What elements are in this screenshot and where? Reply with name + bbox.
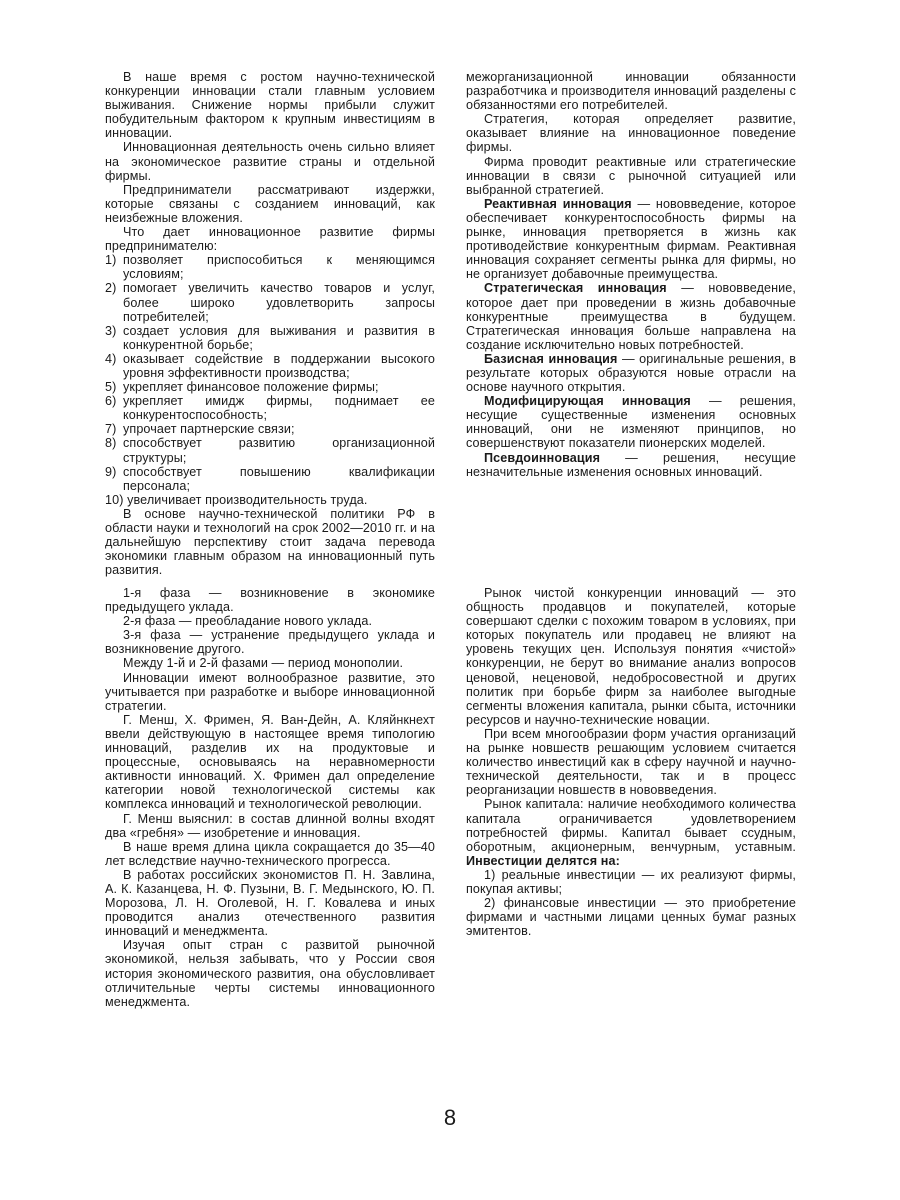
column-top-right	[466, 70, 796, 479]
term: Стратегическая инновация	[484, 281, 667, 296]
list-number: 2)	[105, 281, 117, 296]
bold-phrase: Инвестиции делятся на:	[466, 853, 620, 868]
list-item: 10) увеличивает производительность труда.	[105, 492, 368, 507]
list-text: способствует повышению квалификации персонала;	[123, 464, 435, 493]
paragraph: В наше время с ростом научно-технической конкуренции инновации стали главным условием выживания. Снижение нормы прибыли служит побудительным фактором к крупным инвестициям в инновации.	[105, 70, 435, 141]
list-item	[105, 380, 435, 394]
page-number: 8	[443, 1105, 457, 1130]
paragraph: В основе научно-технической политики РФ в области науки и технологий на срок 2002—2010 гг. и на дальнейшую перспективу стоит задача перевода экономики главным образом на инновационный путь развития.	[105, 506, 435, 578]
column-bottom-left	[105, 586, 435, 1009]
definition-modifying	[466, 394, 796, 450]
list-number: 9)	[105, 464, 117, 479]
list-number: 6)	[105, 394, 117, 409]
list-item	[105, 394, 435, 422]
term: Псевдоинновация	[484, 450, 601, 465]
paragraph: Инновационная деятельность очень сильно влияет на экономическое развитие страны и отдельной фирмы.	[105, 140, 435, 183]
paragraph: В наше время длина цикла сокращается до 35—40 лет вследствие научно-технического прогресса.	[105, 839, 435, 868]
paragraph-text: Рынок капитала: наличие необходимого количества капитала ограничивается удовлетворением потребностей фирмы. Капитал бывает ссудным, оборотным, акционерным, венчурным, уставным.	[466, 797, 796, 854]
definition-pseudo	[466, 451, 796, 479]
benefits-list	[105, 253, 435, 507]
paragraph: 2-я фаза — преобладание нового уклада.	[123, 614, 373, 629]
list-text: укрепляет финансовое положение фирмы;	[123, 380, 379, 395]
paragraph: Г. Менш, Х. Фримен, Я. Ван-Дейн, А. Кляйнкнехт ввели действующую в настоящее время типологию инноваций, разделив их на продуктовые и процессные, основываясь на неравномерности активности инноваций. Х. Фримен дал определение категории новой технологической системы как комплекса инноваций и технологической революции.	[105, 712, 435, 812]
list-text: позволяет приспособиться к меняющимся условиям;	[123, 253, 435, 282]
list-text: способствует развитию организационной структуры;	[123, 436, 435, 465]
paragraph: Предприниматели рассматривают издержки, которые связаны с созданием инноваций, как неизбежные вложения.	[105, 182, 435, 225]
definition-text: — нововведение, которое обеспечивает конкурентоспособность фирмы на рынке, инновация претворяется в жизнь как противодействие конкурентным фирмам. Реактивная инновация сохраняет сегменты рынка для фирмы, но не организует добавочные преимущества.	[466, 196, 796, 282]
paragraph: Стратегия, которая определяет развитие, оказывает влияние на инновационное поведение фирмы.	[466, 112, 796, 155]
definition-text: — нововведение, которое дает при проведении в жизнь добавочные конкурентные преимущества в будущем. Стратегическая инновация больше направлена на создание исключительно новых потребностей.	[466, 281, 797, 352]
list-number: 8)	[105, 436, 117, 451]
paragraph	[466, 797, 796, 867]
definition-text: — решения, несущие незначительные изменения основных инноваций.	[466, 450, 796, 479]
list-number: 5)	[105, 380, 117, 395]
list-text: упрочает партнерские связи;	[123, 422, 295, 437]
term: Модифицирующая инновация	[484, 394, 691, 409]
paragraph: При всем многообразии форм участия организаций на рынке новшеств решающим условием считается количество инвестиций как в сферу научной и научно-технической деятельности, так и в процесс реорганизации новшеств в нововведения.	[466, 726, 796, 798]
term: Базисная инновация	[484, 351, 618, 366]
list-item	[105, 253, 435, 281]
list-number: 7)	[105, 422, 117, 437]
column-top-left	[105, 70, 435, 577]
paragraph: Изучая опыт стран с развитой рыночной экономикой, нельзя забывать, что у России своя история экономического развития, она обусловливает отличительные черты системы инновационного менеджмента.	[105, 938, 435, 1009]
list-text: создает условия для выживания и развития в конкурентной борьбе;	[123, 323, 435, 352]
list-item	[105, 436, 435, 464]
list-item	[105, 465, 435, 493]
paragraph: 1-я фаза — возникновение в экономике предыдущего уклада.	[105, 586, 435, 615]
paragraph: Рынок чистой конкуренции инноваций — это общность продавцов и покупателей, которые совершают сделки с похожим товаром в условиях, при которых покупатель или продавец не влияют на уровень текущих цен. Используя понятия «чистой» конкуренции, не берут во внимание анализ вопросов ценовой, неценовой, недобросовестной и других политик при борьбе фирм за наиболее выгодные сегменты вложения капитала, рынки сбыта, источники ресурсов и научно-технические новации.	[466, 586, 796, 727]
paragraph: 2) финансовые инвестиции — это приобретение фирмами и частными лицами ценных бумаг разных эмитентов.	[466, 896, 796, 939]
list-text: оказывает содействие в поддержании высокого уровня эффективности производства;	[123, 351, 435, 380]
list-number: 1)	[105, 253, 117, 268]
paragraph: Фирма проводит реактивные или стратегические инновации в связи с рыночной ситуацией или выбранной стратегией.	[466, 154, 796, 197]
definition-reactive	[466, 197, 796, 282]
paragraph: Инновации имеют волнообразное развитие, это учитывается при разработке и выборе инновационной стратегии.	[105, 670, 435, 713]
list-item	[105, 422, 435, 436]
list-number: 4)	[105, 351, 117, 366]
definition-basic	[466, 352, 796, 394]
list-number: 3)	[105, 323, 117, 338]
paragraph: Г. Менш выяснил: в состав длинной волны входят два «гребня» — изобретение и инновация.	[105, 811, 435, 840]
term: Реактивная инновация	[484, 196, 632, 211]
column-bottom-right	[466, 586, 796, 938]
paragraph: 3-я фаза — устранение предыдущего уклада и возникновение другого.	[105, 628, 435, 657]
paragraph: Между 1-й и 2-й фазами — период монополии.	[123, 656, 404, 671]
paragraph: В работах российских экономистов П. Н. Завлина, А. К. Казанцева, Н. Ф. Пузыни, В. Г. Медынского, Ю. П. Морозова, Л. Н. Оголевой, Н. Г. Ковалева и иных проводится анализ отечественного развития инноваций и менеджмента.	[105, 867, 435, 939]
paragraph: 1) реальные инвестиции — их реализуют фирмы, покупая активы;	[466, 867, 796, 896]
definition-strategic	[466, 281, 796, 351]
paragraph: Что дает инновационное развитие фирмы предпринимателю:	[105, 225, 435, 254]
list-item	[105, 281, 435, 323]
definition-text: — решения, несущие существенные изменения основных инноваций, они не изменяют принципов, но совершенствуют показатели пионерских моделей.	[466, 394, 796, 451]
list-item	[105, 324, 435, 352]
list-text: помогает увеличить качество товаров и услуг, более широко удовлетворить запросы потребителей;	[123, 281, 435, 324]
paragraph: межорганизационной инновации обязанности разработчика и производителя инноваций разделены с обязанностями его потребителей.	[466, 70, 796, 113]
definition-text: — оригинальные решения, в результате которых образуются новые отрасли на основе научного открытия.	[466, 351, 796, 395]
list-text: укрепляет имидж фирмы, поднимает ее конкурентоспособность;	[123, 394, 435, 423]
list-item	[105, 352, 435, 380]
